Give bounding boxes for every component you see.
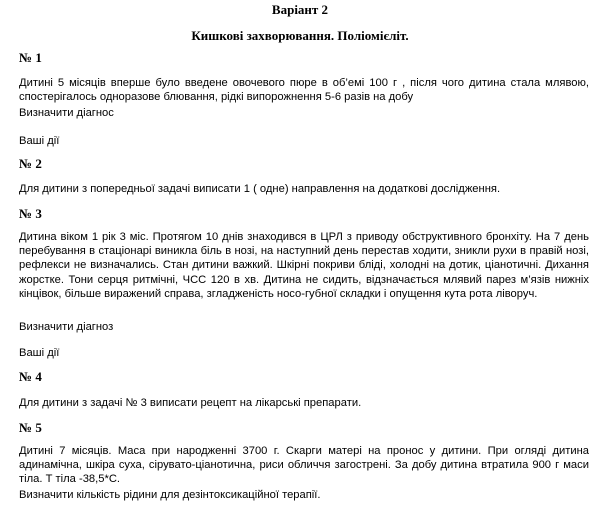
task-1-prompt: Визначити діагнос — [19, 107, 114, 119]
task-1-answer-label: Ваші дії — [19, 135, 60, 147]
task-3-text: Дитина віком 1 рік 3 міс. Протягом 10 днів знаходився в ЦРЛ з приводу обструктивного бронхіту. На 7 день перебування в стаціонарі виникла біль в нозі, на наступний день перестав ходити, зникли рухи в правій нозі, рефлекси не визначались. Стан дитини важкий. Шкірні покриви бліді, холодні на дотик, ціанотичні. Дихання жорстке. Тони серця ритмічні, ЧСС 120 в хв. Дитина не сидить, відзначається млявий парез м’язів нижніх кінцівок, більше виражений справа, згладженість носо-губної складки і опущення кута рота ліворуч. — [19, 231, 589, 300]
task-4-number: № 4 — [19, 369, 42, 384]
task-3-prompt: Визначити діагноз — [19, 321, 114, 333]
task-1-number: № 1 — [19, 50, 42, 65]
task-1-text: Дитині 5 місяців вперше було введене овочевого пюре в об’емі 100 г , після чого дитина стала млявою, спостерігалось одноразове блювання, рідкі випорожнення 5-6 разів на добу — [19, 77, 589, 104]
task-5-text: Дитині 7 місяців. Маса при народженні 3700 г. Скарги матері на пронос у дитини. При огляді дитина адинамічна, шкіра суха, сірувато-ціанотична, риси обличчя загострені. За добу дитина втратила 900 г маси тіла. Т тіла -38,5*С. — [19, 445, 589, 486]
task-2-number: № 2 — [19, 156, 42, 171]
task-3-answer-label: Ваші дії — [19, 347, 60, 359]
task-5-number: № 5 — [19, 420, 42, 435]
variant-title: Варіант 2 — [271, 2, 329, 17]
task-2-text: Для дитини з попередньої задачі виписати 1 ( одне) направлення на додаткові дослідження. — [19, 183, 501, 195]
topic-title: Кишкові захворювання. Поліомієліт. — [191, 28, 409, 43]
task-4-text: Для дитини з задачі № 3 виписати рецепт на лікарські препарати. — [19, 397, 362, 409]
task-5-prompt: Визначити кількість рідини для дезінтоксикаційної терапії. — [19, 489, 321, 501]
task-3-number: № 3 — [19, 206, 42, 221]
